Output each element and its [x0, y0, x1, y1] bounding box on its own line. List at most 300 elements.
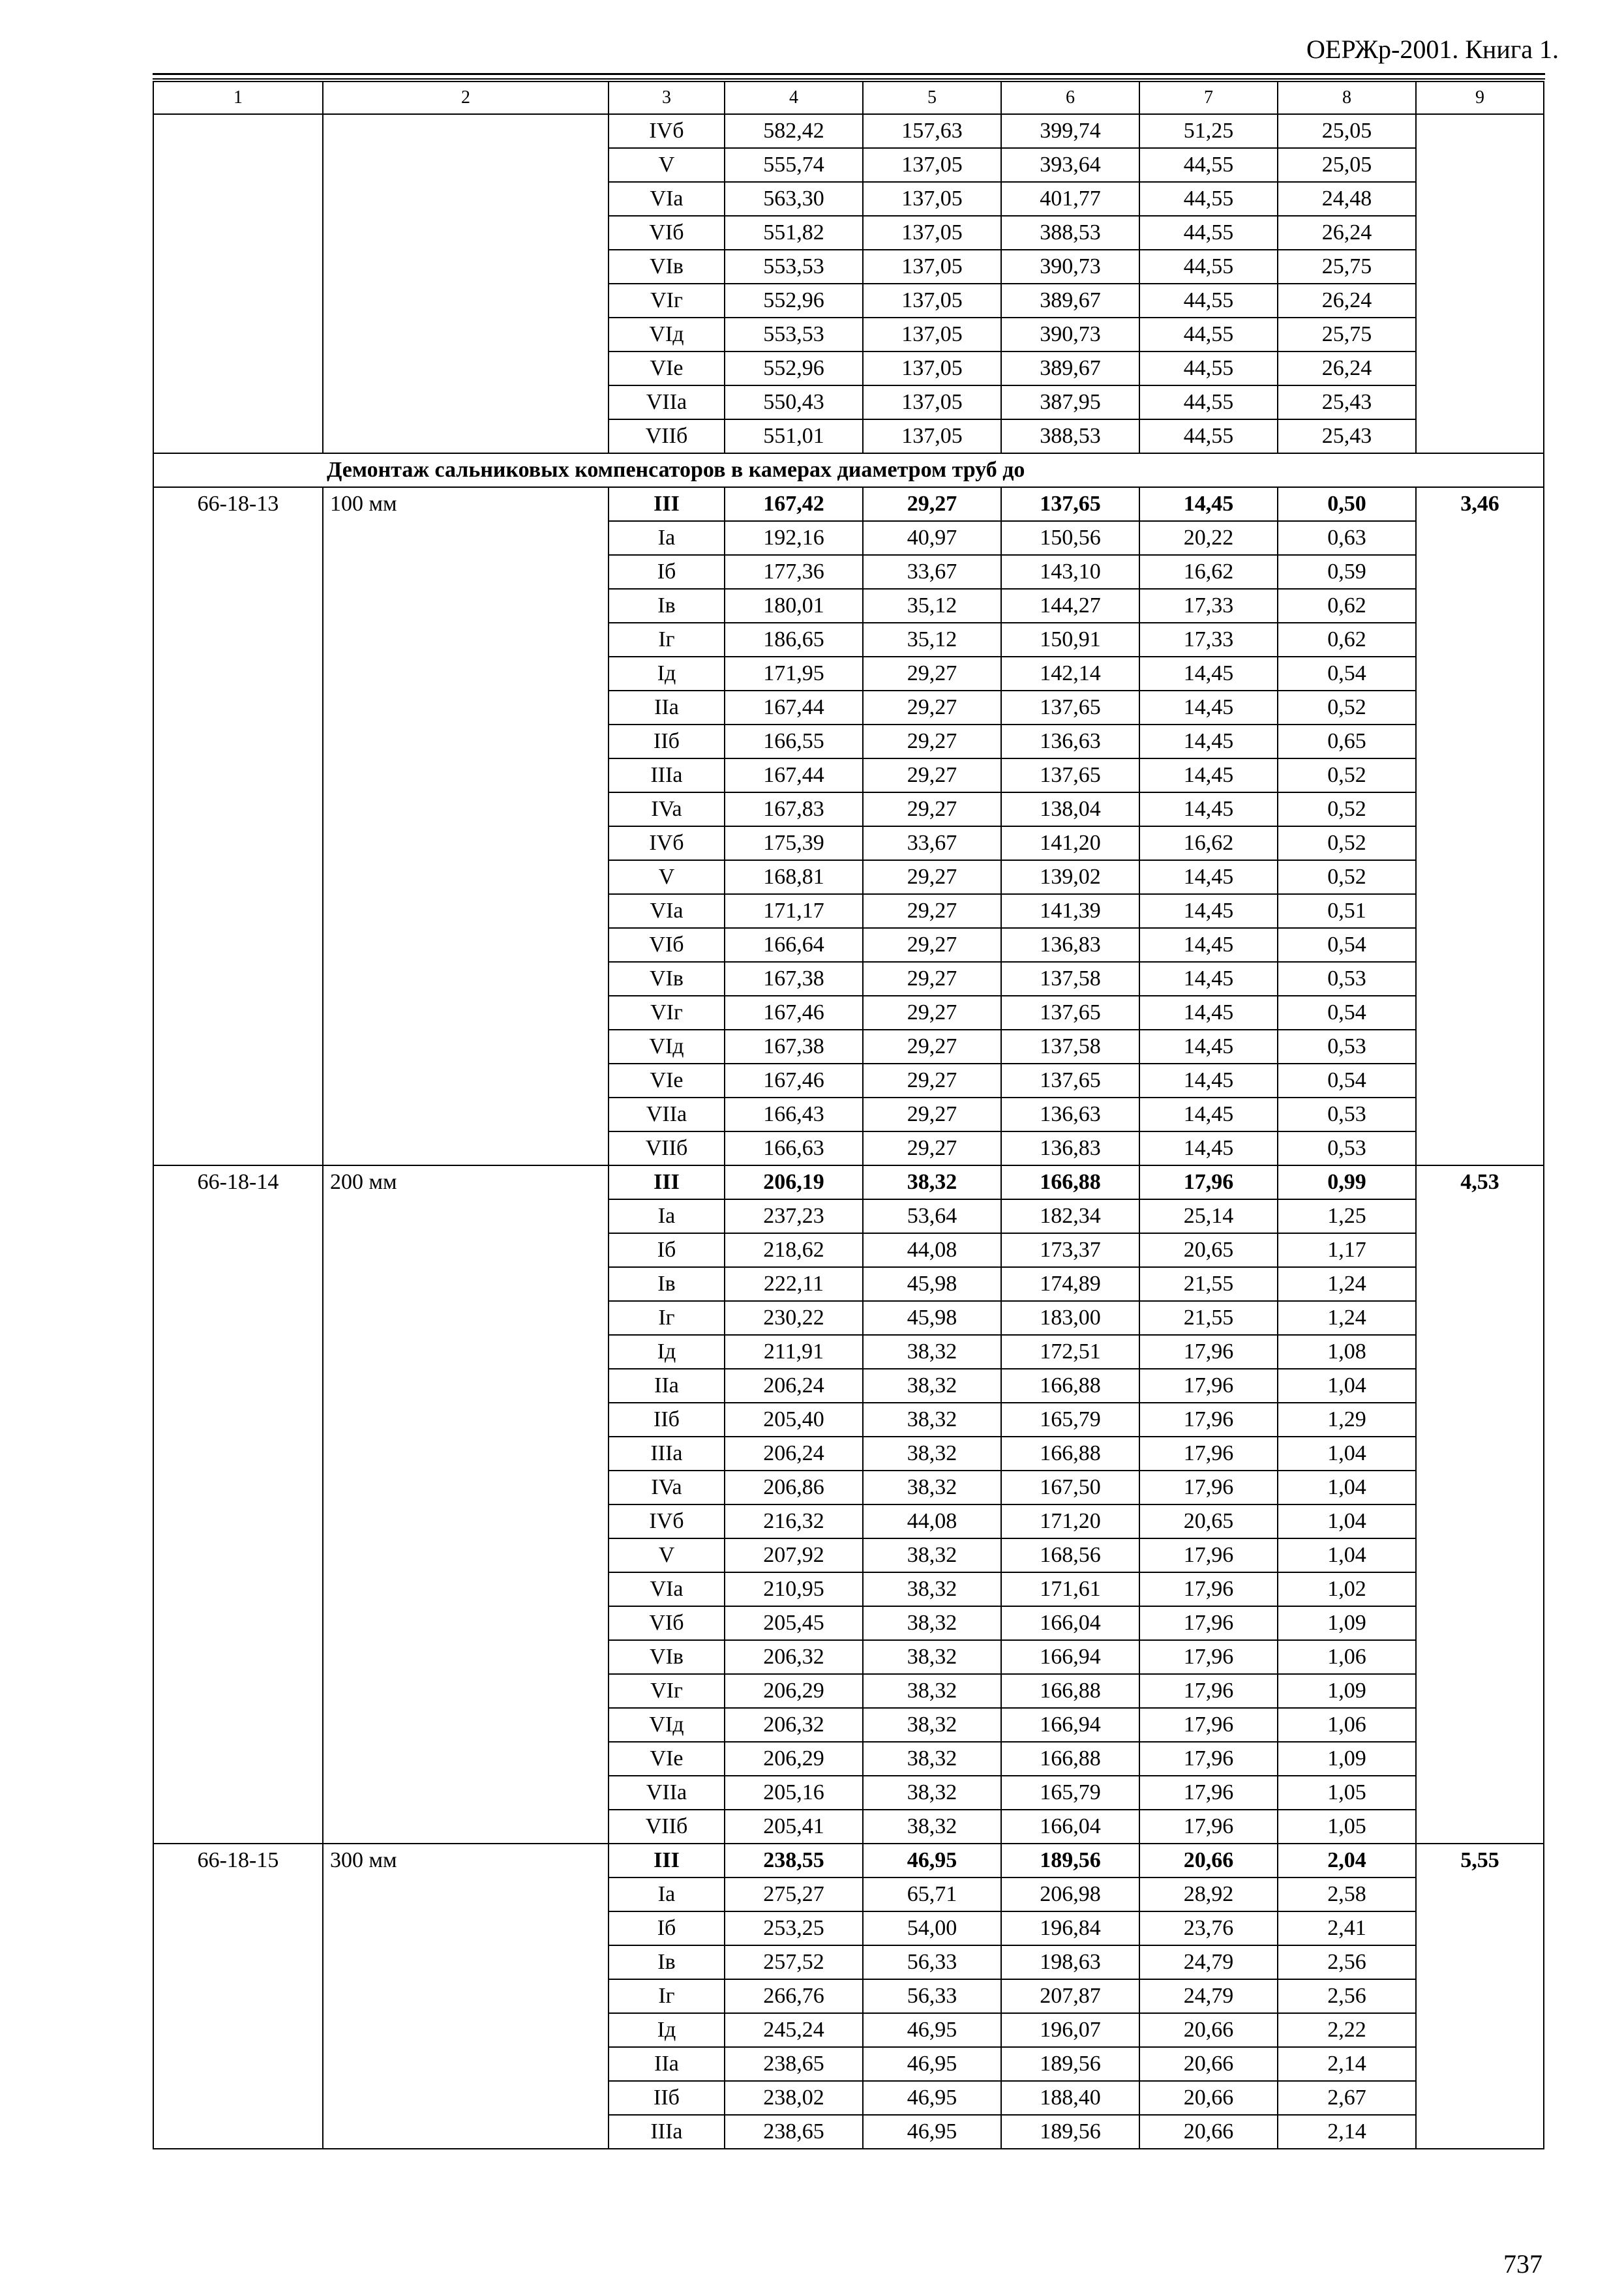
materials-cell: 1,06	[1278, 1708, 1416, 1742]
zone-cell: Iб	[609, 555, 725, 589]
total-cost-cell: 553,53	[725, 318, 863, 352]
labor-cell	[1416, 114, 1544, 453]
machine-cost-cell: 141,39	[1001, 894, 1139, 928]
zone-cell: IIa	[609, 2047, 725, 2081]
machine-cost-cell: 189,56	[1001, 2047, 1139, 2081]
wages-cell: 38,32	[863, 1674, 1001, 1708]
wages-cell: 137,05	[863, 318, 1001, 352]
wages-cell: 38,32	[863, 1403, 1001, 1437]
wages-cell: 38,32	[863, 1165, 1001, 1199]
machinist-wages-cell: 44,55	[1139, 419, 1278, 453]
wages-cell: 44,08	[863, 1233, 1001, 1267]
machinist-wages-cell: 17,96	[1139, 1810, 1278, 1844]
materials-cell: 0,54	[1278, 1064, 1416, 1098]
machinist-wages-cell: 17,96	[1139, 1674, 1278, 1708]
labor-cell: 5,55	[1416, 1844, 1544, 2149]
wages-cell: 38,32	[863, 1810, 1001, 1844]
machinist-wages-cell: 24,79	[1139, 1945, 1278, 1979]
machinist-wages-cell: 14,45	[1139, 962, 1278, 996]
total-cost-cell: 552,96	[725, 284, 863, 318]
total-cost-cell: 205,16	[725, 1776, 863, 1810]
machine-cost-cell: 389,67	[1001, 352, 1139, 385]
materials-cell: 2,41	[1278, 1911, 1416, 1945]
zone-cell: Iб	[609, 1233, 725, 1267]
machinist-wages-cell: 14,45	[1139, 1064, 1278, 1098]
zone-cell: Iд	[609, 2013, 725, 2047]
machinist-wages-cell: 20,65	[1139, 1504, 1278, 1538]
machine-cost-cell: 141,20	[1001, 826, 1139, 860]
wages-cell: 46,95	[863, 1844, 1001, 1878]
total-cost-cell: 238,55	[725, 1844, 863, 1878]
materials-cell: 2,58	[1278, 1878, 1416, 1911]
machine-cost-cell: 142,14	[1001, 657, 1139, 691]
total-cost-cell: 206,19	[725, 1165, 863, 1199]
materials-cell: 1,04	[1278, 1504, 1416, 1538]
materials-cell: 25,75	[1278, 318, 1416, 352]
machine-cost-cell: 165,79	[1001, 1776, 1139, 1810]
materials-cell: 1,04	[1278, 1437, 1416, 1471]
machinist-wages-cell: 44,55	[1139, 216, 1278, 250]
total-cost-cell: 257,52	[725, 1945, 863, 1979]
machine-cost-cell: 206,98	[1001, 1878, 1139, 1911]
zone-cell: VIв	[609, 962, 725, 996]
zone-cell: VIe	[609, 1742, 725, 1776]
total-cost-cell: 180,01	[725, 589, 863, 623]
column-number-cell: 8	[1278, 82, 1416, 114]
zone-cell: VIIa	[609, 385, 725, 419]
total-cost-cell: 171,95	[725, 657, 863, 691]
total-cost-cell: 167,46	[725, 996, 863, 1030]
zone-cell: Ia	[609, 521, 725, 555]
materials-cell: 25,05	[1278, 114, 1416, 148]
materials-cell: 2,04	[1278, 1844, 1416, 1878]
machinist-wages-cell: 17,96	[1139, 1776, 1278, 1810]
machine-cost-cell: 390,73	[1001, 250, 1139, 284]
materials-cell: 2,56	[1278, 1979, 1416, 2013]
machine-cost-cell: 166,94	[1001, 1640, 1139, 1674]
wages-cell: 38,32	[863, 1606, 1001, 1640]
total-cost-cell: 563,30	[725, 182, 863, 216]
total-cost-cell: 207,92	[725, 1538, 863, 1572]
materials-cell: 0,52	[1278, 792, 1416, 826]
section-title-row	[153, 453, 1544, 487]
total-cost-cell: 167,83	[725, 792, 863, 826]
wages-cell: 56,33	[863, 1945, 1001, 1979]
machine-cost-cell: 136,83	[1001, 1131, 1139, 1165]
total-cost-cell: 175,39	[725, 826, 863, 860]
wages-cell: 38,32	[863, 1742, 1001, 1776]
zone-cell: IIб	[609, 725, 725, 758]
total-cost-cell: 275,27	[725, 1878, 863, 1911]
zone-cell: IIa	[609, 691, 725, 725]
code-cell	[153, 114, 323, 453]
machinist-wages-cell: 14,45	[1139, 792, 1278, 826]
materials-cell: 2,67	[1278, 2081, 1416, 2115]
column-number-cell: 7	[1139, 82, 1278, 114]
machinist-wages-cell: 17,96	[1139, 1742, 1278, 1776]
machinist-wages-cell: 17,33	[1139, 623, 1278, 657]
zone-cell: VIa	[609, 894, 725, 928]
machine-cost-cell: 166,88	[1001, 1742, 1139, 1776]
total-cost-cell: 166,43	[725, 1098, 863, 1131]
zone-cell: V	[609, 1538, 725, 1572]
page-header: ОЕРЖр-2001. Книга 1.	[1306, 35, 1559, 64]
wages-cell: 35,12	[863, 589, 1001, 623]
zone-cell: Iд	[609, 657, 725, 691]
zone-cell: V	[609, 148, 725, 182]
zone-cell: Iв	[609, 1267, 725, 1301]
zone-cell: Iб	[609, 1911, 725, 1945]
wages-cell: 38,32	[863, 1708, 1001, 1742]
machine-cost-cell: 137,65	[1001, 1064, 1139, 1098]
wages-cell: 157,63	[863, 114, 1001, 148]
total-cost-cell: 167,46	[725, 1064, 863, 1098]
wages-cell: 29,27	[863, 928, 1001, 962]
machinist-wages-cell: 20,65	[1139, 1233, 1278, 1267]
machine-cost-cell: 207,87	[1001, 1979, 1139, 2013]
machinist-wages-cell: 51,25	[1139, 114, 1278, 148]
wages-cell: 29,27	[863, 792, 1001, 826]
wages-cell: 35,12	[863, 623, 1001, 657]
machinist-wages-cell: 14,45	[1139, 928, 1278, 962]
wages-cell: 137,05	[863, 352, 1001, 385]
wages-cell: 46,95	[863, 2081, 1001, 2115]
wages-cell: 65,71	[863, 1878, 1001, 1911]
zone-cell: VIe	[609, 352, 725, 385]
column-number-cell: 5	[863, 82, 1001, 114]
machine-cost-cell: 166,88	[1001, 1369, 1139, 1403]
materials-cell: 25,43	[1278, 419, 1416, 453]
total-cost-cell: 253,25	[725, 1911, 863, 1945]
machine-cost-cell: 393,64	[1001, 148, 1139, 182]
materials-cell: 25,43	[1278, 385, 1416, 419]
wages-cell: 38,32	[863, 1369, 1001, 1403]
machine-cost-cell: 388,53	[1001, 216, 1139, 250]
wages-cell: 38,32	[863, 1776, 1001, 1810]
total-cost-cell: 245,24	[725, 2013, 863, 2047]
machine-cost-cell: 171,20	[1001, 1504, 1139, 1538]
materials-cell: 0,59	[1278, 555, 1416, 589]
materials-cell: 0,54	[1278, 996, 1416, 1030]
machine-cost-cell: 166,88	[1001, 1437, 1139, 1471]
materials-cell: 26,24	[1278, 352, 1416, 385]
total-cost-cell: 166,64	[725, 928, 863, 962]
total-cost-cell: 211,91	[725, 1335, 863, 1369]
zone-cell: VIIa	[609, 1098, 725, 1131]
machine-cost-cell: 188,40	[1001, 2081, 1139, 2115]
machinist-wages-cell: 20,66	[1139, 2047, 1278, 2081]
materials-cell: 0,52	[1278, 860, 1416, 894]
materials-cell: 0,51	[1278, 894, 1416, 928]
wages-cell: 33,67	[863, 555, 1001, 589]
materials-cell: 1,09	[1278, 1674, 1416, 1708]
zone-cell: Iв	[609, 1945, 725, 1979]
machine-cost-cell: 136,63	[1001, 1098, 1139, 1131]
machinist-wages-cell: 25,14	[1139, 1199, 1278, 1233]
wages-cell: 29,27	[863, 691, 1001, 725]
zone-cell: VIд	[609, 1030, 725, 1064]
machine-cost-cell: 136,83	[1001, 928, 1139, 962]
column-number-cell: 1	[153, 82, 323, 114]
machine-cost-cell: 173,37	[1001, 1233, 1139, 1267]
name-cell: 300 мм	[323, 1844, 609, 2149]
wages-cell: 46,95	[863, 2115, 1001, 2149]
zone-cell: IIa	[609, 1369, 725, 1403]
name-cell: 100 мм	[323, 487, 609, 1165]
materials-cell: 25,75	[1278, 250, 1416, 284]
total-cost-cell: 266,76	[725, 1979, 863, 2013]
machinist-wages-cell: 17,96	[1139, 1437, 1278, 1471]
total-cost-cell: 555,74	[725, 148, 863, 182]
machine-cost-cell: 143,10	[1001, 555, 1139, 589]
machine-cost-cell: 401,77	[1001, 182, 1139, 216]
machinist-wages-cell: 20,66	[1139, 1844, 1278, 1878]
zone-cell: VIб	[609, 1606, 725, 1640]
zone-cell: VIв	[609, 250, 725, 284]
machinist-wages-cell: 17,96	[1139, 1572, 1278, 1606]
machine-cost-cell: 137,58	[1001, 1030, 1139, 1064]
zone-cell: IVб	[609, 826, 725, 860]
machinist-wages-cell: 16,62	[1139, 826, 1278, 860]
zone-cell: Iг	[609, 1301, 725, 1335]
wages-cell: 56,33	[863, 1979, 1001, 2013]
total-cost-cell: 206,29	[725, 1742, 863, 1776]
zone-cell: IIб	[609, 1403, 725, 1437]
total-cost-cell: 205,45	[725, 1606, 863, 1640]
zone-cell: Ia	[609, 1199, 725, 1233]
machine-cost-cell: 167,50	[1001, 1471, 1139, 1504]
wages-cell: 38,32	[863, 1437, 1001, 1471]
machinist-wages-cell: 16,62	[1139, 555, 1278, 589]
materials-cell: 25,05	[1278, 148, 1416, 182]
column-number-cell: 6	[1001, 82, 1139, 114]
zone-cell: V	[609, 860, 725, 894]
header-rule-thin	[153, 78, 1545, 80]
column-number-cell: 3	[609, 82, 725, 114]
machine-cost-cell: 171,61	[1001, 1572, 1139, 1606]
machinist-wages-cell: 14,45	[1139, 860, 1278, 894]
materials-cell: 26,24	[1278, 284, 1416, 318]
machinist-wages-cell: 14,45	[1139, 657, 1278, 691]
machine-cost-cell: 198,63	[1001, 1945, 1139, 1979]
total-cost-cell: 186,65	[725, 623, 863, 657]
total-cost-cell: 238,65	[725, 2115, 863, 2149]
machinist-wages-cell: 14,45	[1139, 894, 1278, 928]
machine-cost-cell: 150,56	[1001, 521, 1139, 555]
machinist-wages-cell: 14,45	[1139, 725, 1278, 758]
wages-cell: 29,27	[863, 1064, 1001, 1098]
machinist-wages-cell: 14,45	[1139, 487, 1278, 521]
wages-cell: 40,97	[863, 521, 1001, 555]
wages-cell: 54,00	[863, 1911, 1001, 1945]
machinist-wages-cell: 17,96	[1139, 1538, 1278, 1572]
machine-cost-cell: 189,56	[1001, 1844, 1139, 1878]
materials-cell: 1,25	[1278, 1199, 1416, 1233]
name-cell	[323, 114, 609, 453]
materials-cell: 1,09	[1278, 1742, 1416, 1776]
machinist-wages-cell: 14,45	[1139, 691, 1278, 725]
machinist-wages-cell: 14,45	[1139, 758, 1278, 792]
zone-cell: VIa	[609, 182, 725, 216]
materials-cell: 0,53	[1278, 1098, 1416, 1131]
wages-cell: 46,95	[863, 2047, 1001, 2081]
wages-cell: 29,27	[863, 1030, 1001, 1064]
machine-cost-cell: 136,63	[1001, 725, 1139, 758]
machinist-wages-cell: 17,96	[1139, 1708, 1278, 1742]
wages-cell: 137,05	[863, 250, 1001, 284]
machinist-wages-cell: 44,55	[1139, 284, 1278, 318]
materials-cell: 1,17	[1278, 1233, 1416, 1267]
wages-cell: 38,32	[863, 1572, 1001, 1606]
zone-cell: IIб	[609, 2081, 725, 2115]
total-cost-cell: 218,62	[725, 1233, 863, 1267]
machinist-wages-cell: 44,55	[1139, 318, 1278, 352]
total-cost-cell: 206,32	[725, 1708, 863, 1742]
machine-cost-cell: 166,88	[1001, 1674, 1139, 1708]
wages-cell: 137,05	[863, 182, 1001, 216]
zone-cell: IVб	[609, 114, 725, 148]
machinist-wages-cell: 17,96	[1139, 1369, 1278, 1403]
zone-cell: Ia	[609, 1878, 725, 1911]
materials-cell: 2,14	[1278, 2047, 1416, 2081]
zone-cell: IVa	[609, 1471, 725, 1504]
wages-cell: 29,27	[863, 894, 1001, 928]
materials-cell: 2,22	[1278, 2013, 1416, 2047]
wages-cell: 29,27	[863, 860, 1001, 894]
total-cost-cell: 206,86	[725, 1471, 863, 1504]
section-spacer-cell	[153, 453, 323, 487]
code-cell: 66-18-13	[153, 487, 323, 1165]
machine-cost-cell: 172,51	[1001, 1335, 1139, 1369]
machinist-wages-cell: 14,45	[1139, 1098, 1278, 1131]
total-cost-cell: 553,53	[725, 250, 863, 284]
machine-cost-cell: 196,07	[1001, 2013, 1139, 2047]
machinist-wages-cell: 44,55	[1139, 250, 1278, 284]
section-title: Демонтаж сальниковых компенсаторов в камерах диаметром труб до	[323, 453, 1544, 487]
wages-cell: 46,95	[863, 2013, 1001, 2047]
wages-cell: 137,05	[863, 284, 1001, 318]
code-cell: 66-18-15	[153, 1844, 323, 2149]
wages-cell: 38,32	[863, 1640, 1001, 1674]
wages-cell: 29,27	[863, 758, 1001, 792]
machine-cost-cell: 137,65	[1001, 487, 1139, 521]
materials-cell: 1,24	[1278, 1267, 1416, 1301]
total-cost-cell: 206,29	[725, 1674, 863, 1708]
total-cost-cell: 168,81	[725, 860, 863, 894]
materials-cell: 1,29	[1278, 1403, 1416, 1437]
machinist-wages-cell: 44,55	[1139, 385, 1278, 419]
zone-cell: III	[609, 1844, 725, 1878]
zone-cell: Iв	[609, 589, 725, 623]
machinist-wages-cell: 17,96	[1139, 1403, 1278, 1437]
total-cost-cell: 167,42	[725, 487, 863, 521]
materials-cell: 0,52	[1278, 691, 1416, 725]
machinist-wages-cell: 24,79	[1139, 1979, 1278, 2013]
materials-cell: 1,09	[1278, 1606, 1416, 1640]
zone-cell: VIг	[609, 284, 725, 318]
machine-cost-cell: 399,74	[1001, 114, 1139, 148]
table-row	[153, 487, 1544, 521]
machine-cost-cell: 137,65	[1001, 691, 1139, 725]
materials-cell: 24,48	[1278, 182, 1416, 216]
machinist-wages-cell: 20,66	[1139, 2013, 1278, 2047]
materials-cell: 2,56	[1278, 1945, 1416, 1979]
zone-cell: IIIa	[609, 758, 725, 792]
materials-cell: 1,24	[1278, 1301, 1416, 1335]
materials-cell: 0,54	[1278, 657, 1416, 691]
name-cell: 200 мм	[323, 1165, 609, 1844]
wages-cell: 29,27	[863, 487, 1001, 521]
materials-cell: 0,63	[1278, 521, 1416, 555]
total-cost-cell: 551,01	[725, 419, 863, 453]
machinist-wages-cell: 17,96	[1139, 1640, 1278, 1674]
total-cost-cell: 167,44	[725, 691, 863, 725]
header-rule	[153, 73, 1545, 75]
machinist-wages-cell: 20,66	[1139, 2115, 1278, 2149]
code-cell: 66-18-14	[153, 1165, 323, 1844]
machinist-wages-cell: 44,55	[1139, 182, 1278, 216]
column-number-row	[153, 82, 1544, 114]
machine-cost-cell: 389,67	[1001, 284, 1139, 318]
machine-cost-cell: 168,56	[1001, 1538, 1139, 1572]
zone-cell: Iд	[609, 1335, 725, 1369]
zone-cell: VIIб	[609, 419, 725, 453]
zone-cell: VIд	[609, 318, 725, 352]
materials-cell: 0,52	[1278, 826, 1416, 860]
column-number-cell: 9	[1416, 82, 1544, 114]
wages-cell: 29,27	[863, 962, 1001, 996]
total-cost-cell: 167,44	[725, 758, 863, 792]
wages-cell: 45,98	[863, 1301, 1001, 1335]
wages-cell: 44,08	[863, 1504, 1001, 1538]
total-cost-cell: 167,38	[725, 962, 863, 996]
total-cost-cell: 167,38	[725, 1030, 863, 1064]
wages-cell: 29,27	[863, 996, 1001, 1030]
machine-cost-cell: 138,04	[1001, 792, 1139, 826]
zone-cell: VIe	[609, 1064, 725, 1098]
machine-cost-cell: 196,84	[1001, 1911, 1139, 1945]
machine-cost-cell: 388,53	[1001, 419, 1139, 453]
total-cost-cell: 551,82	[725, 216, 863, 250]
machinist-wages-cell: 17,96	[1139, 1165, 1278, 1199]
zone-cell: IVб	[609, 1504, 725, 1538]
wages-cell: 29,27	[863, 657, 1001, 691]
machine-cost-cell: 387,95	[1001, 385, 1139, 419]
total-cost-cell: 230,22	[725, 1301, 863, 1335]
materials-cell: 1,08	[1278, 1335, 1416, 1369]
zone-cell: VIб	[609, 216, 725, 250]
machinist-wages-cell: 17,96	[1139, 1471, 1278, 1504]
machine-cost-cell: 166,04	[1001, 1606, 1139, 1640]
zone-cell: IIIa	[609, 2115, 725, 2149]
total-cost-cell: 582,42	[725, 114, 863, 148]
machinist-wages-cell: 23,76	[1139, 1911, 1278, 1945]
machinist-wages-cell: 28,92	[1139, 1878, 1278, 1911]
machine-cost-cell: 166,94	[1001, 1708, 1139, 1742]
total-cost-cell: 237,23	[725, 1199, 863, 1233]
materials-cell: 0,53	[1278, 962, 1416, 996]
zone-cell: IVa	[609, 792, 725, 826]
zone-cell: VIa	[609, 1572, 725, 1606]
wages-cell: 29,27	[863, 1131, 1001, 1165]
machine-cost-cell: 144,27	[1001, 589, 1139, 623]
machinist-wages-cell: 20,66	[1139, 2081, 1278, 2115]
materials-cell: 1,05	[1278, 1810, 1416, 1844]
machine-cost-cell: 189,56	[1001, 2115, 1139, 2149]
zone-cell: VIв	[609, 1640, 725, 1674]
zone-cell: III	[609, 1165, 725, 1199]
materials-cell: 1,04	[1278, 1471, 1416, 1504]
